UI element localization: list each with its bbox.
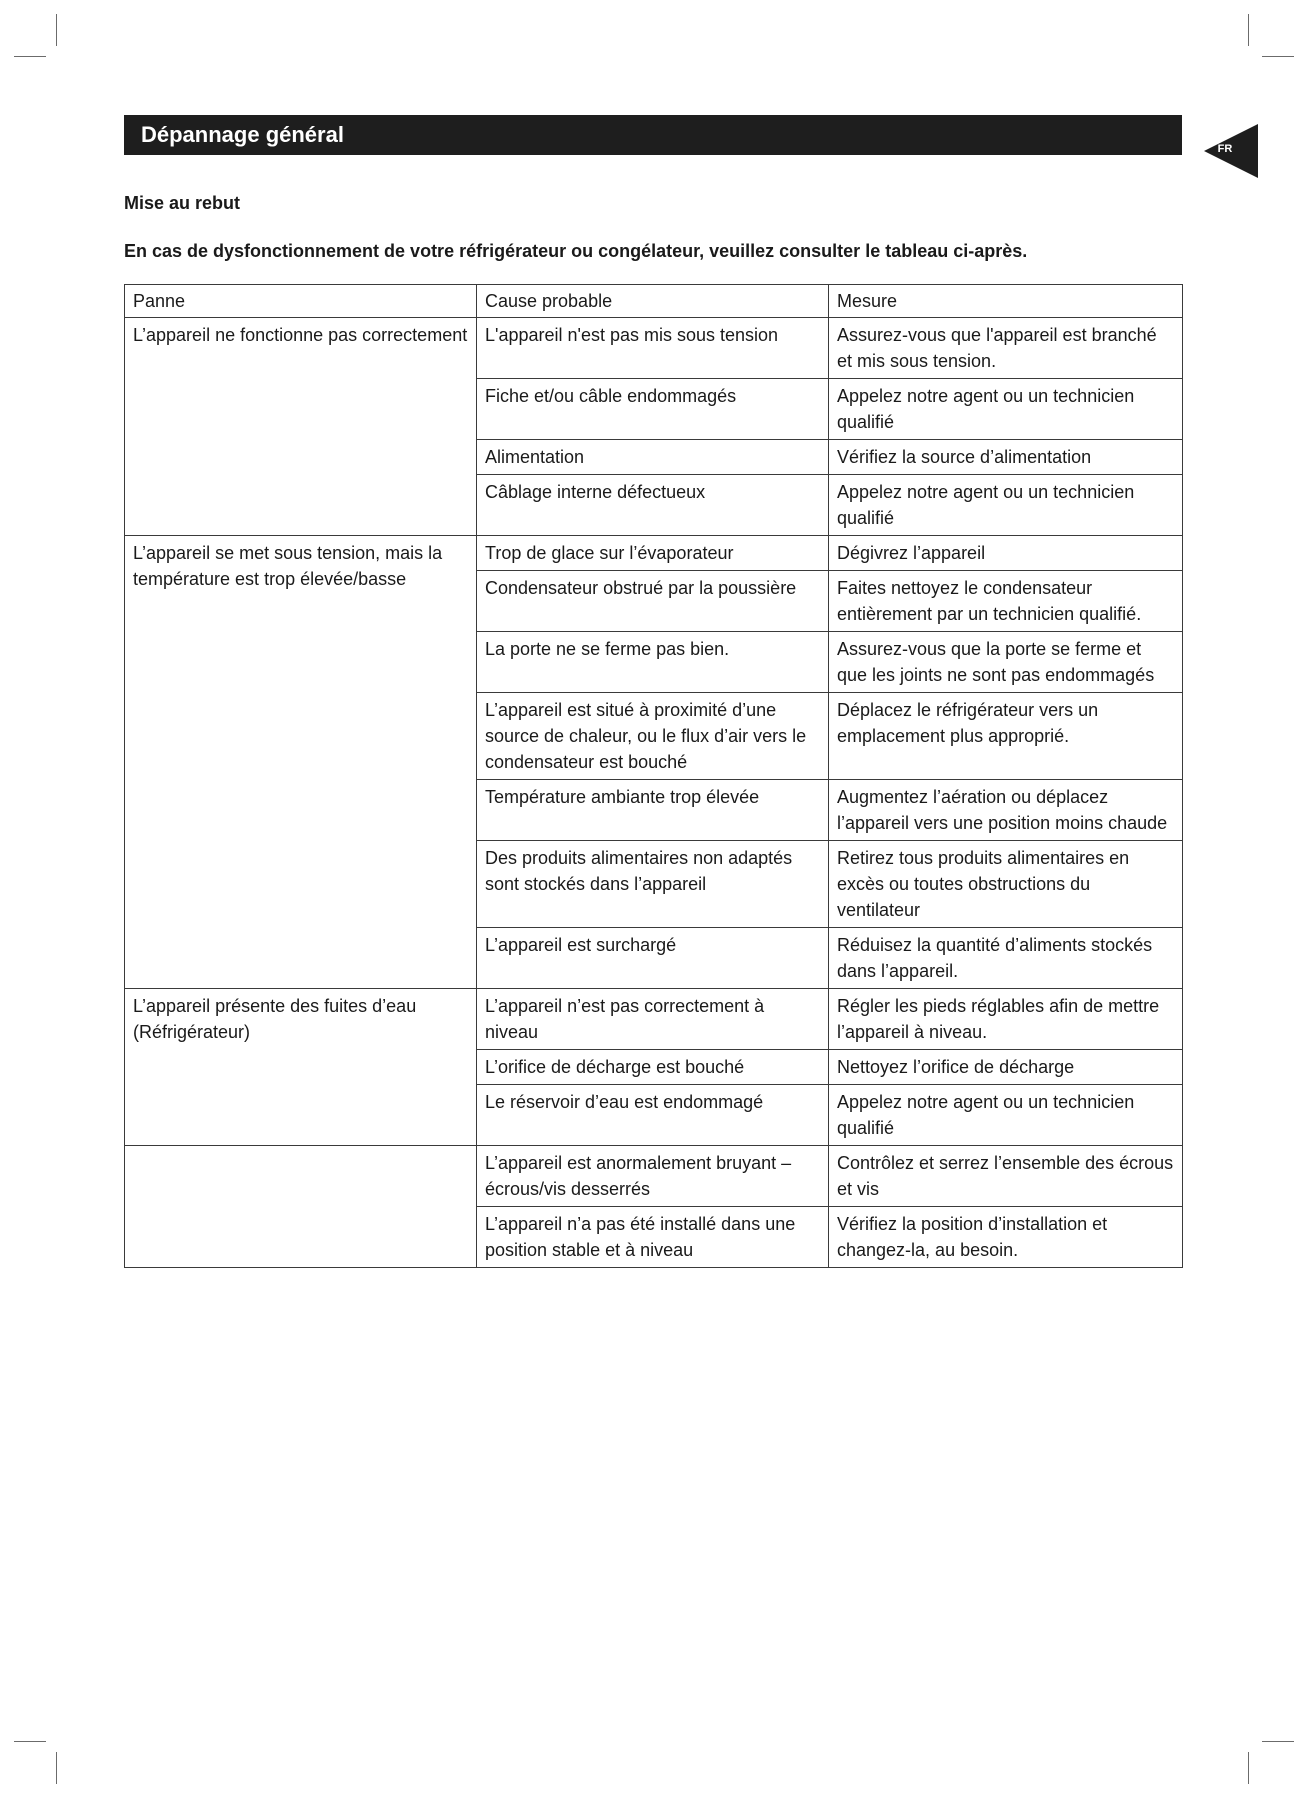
mesure-cell: Assurez-vous que la porte se ferme et que les joints ne sont pas endommagés — [829, 632, 1183, 693]
mesure-cell: Régler les pieds réglables afin de mettre l’appareil à niveau. — [829, 989, 1183, 1050]
mesure-cell: Faites nettoyez le condensateur entièrement par un technicien qualifié. — [829, 571, 1183, 632]
cause-cell: Trop de glace sur l’évaporateur — [477, 536, 829, 571]
mesure-cell: Augmentez l’aération ou déplacez l’appareil vers une position moins chaude — [829, 780, 1183, 841]
crop-mark-bottom-right-v — [1248, 1752, 1249, 1784]
header-cause: Cause probable — [477, 285, 829, 318]
mesure-cell: Vérifiez la position d’installation et changez-la, au besoin. — [829, 1207, 1183, 1268]
cause-cell: Le réservoir d’eau est endommagé — [477, 1085, 829, 1146]
crop-mark-top-right-v — [1248, 14, 1249, 46]
cause-cell: L’appareil n’a pas été installé dans une position stable et à niveau — [477, 1207, 829, 1268]
header-panne: Panne — [125, 285, 477, 318]
cause-cell: L’appareil n’est pas correctement à niveau — [477, 989, 829, 1050]
mesure-cell: Déplacez le réfrigérateur vers un emplacement plus approprié. — [829, 693, 1183, 780]
cause-cell: L'appareil n'est pas mis sous tension — [477, 318, 829, 379]
cause-cell: Fiche et/ou câble endommagés — [477, 379, 829, 440]
mesure-cell: Réduisez la quantité d’aliments stockés dans l’appareil. — [829, 928, 1183, 989]
table-header-row — [125, 285, 1183, 318]
mesure-cell: Appelez notre agent ou un technicien qualifié — [829, 379, 1183, 440]
crop-mark-bottom-left-h — [14, 1741, 46, 1742]
section-heading: Mise au rebut — [124, 193, 241, 213]
mesure-cell: Vérifiez la source d’alimentation — [829, 440, 1183, 475]
cause-cell: Des produits alimentaires non adaptés sont stockés dans l’appareil — [477, 841, 829, 928]
mesure-cell: Nettoyez l’orifice de décharge — [829, 1050, 1183, 1085]
intro-text: En cas de dysfonctionnement de votre réfrigérateur ou congélateur, veuillez consulter le tableau ci-après. — [124, 241, 1028, 261]
panne-cell — [125, 1146, 477, 1268]
table-row — [125, 318, 1183, 379]
cause-cell: La porte ne se ferme pas bien. — [477, 632, 829, 693]
cause-cell: L’orifice de décharge est bouché — [477, 1050, 829, 1085]
table-row — [125, 1146, 1183, 1207]
crop-mark-top-left-h — [14, 56, 46, 57]
page-title-bar — [124, 115, 1182, 155]
cause-cell: Alimentation — [477, 440, 829, 475]
panne-cell: L’appareil ne fonctionne pas correctement — [125, 318, 477, 536]
crop-mark-bottom-right-h — [1262, 1741, 1294, 1742]
language-tab-label: FR — [1217, 143, 1233, 155]
cause-cell: Câblage interne défectueux — [477, 475, 829, 536]
crop-mark-top-left-v — [56, 14, 57, 46]
page-title: Dépannage général — [141, 122, 344, 147]
crop-mark-top-right-h — [1262, 56, 1294, 57]
cause-cell: Condensateur obstrué par la poussière — [477, 571, 829, 632]
cause-cell: L’appareil est surchargé — [477, 928, 829, 989]
mesure-cell: Appelez notre agent ou un technicien qualifié — [829, 1085, 1183, 1146]
table-row — [125, 989, 1183, 1050]
crop-mark-bottom-left-v — [56, 1752, 57, 1784]
cause-cell: L’appareil est situé à proximité d’une source de chaleur, ou le flux d’air vers le condensateur est bouché — [477, 693, 829, 780]
panne-cell: L’appareil présente des fuites d’eau (Réfrigérateur) — [125, 989, 477, 1146]
mesure-cell: Assurez-vous que l'appareil est branché et mis sous tension. — [829, 318, 1183, 379]
mesure-cell: Appelez notre agent ou un technicien qualifié — [829, 475, 1183, 536]
cause-cell: L’appareil est anormalement bruyant – écrous/vis desserrés — [477, 1146, 829, 1207]
mesure-cell: Dégivrez l’appareil — [829, 536, 1183, 571]
cause-cell: Température ambiante trop élevée — [477, 780, 829, 841]
table-row — [125, 536, 1183, 571]
mesure-cell: Contrôlez et serrez l’ensemble des écrous et vis — [829, 1146, 1183, 1207]
panne-cell: L’appareil se met sous tension, mais la température est trop élevée/basse — [125, 536, 477, 989]
header-mesure: Mesure — [829, 285, 1183, 318]
mesure-cell: Retirez tous produits alimentaires en excès ou toutes obstructions du ventilateur — [829, 841, 1183, 928]
troubleshooting-table — [124, 284, 1183, 1268]
